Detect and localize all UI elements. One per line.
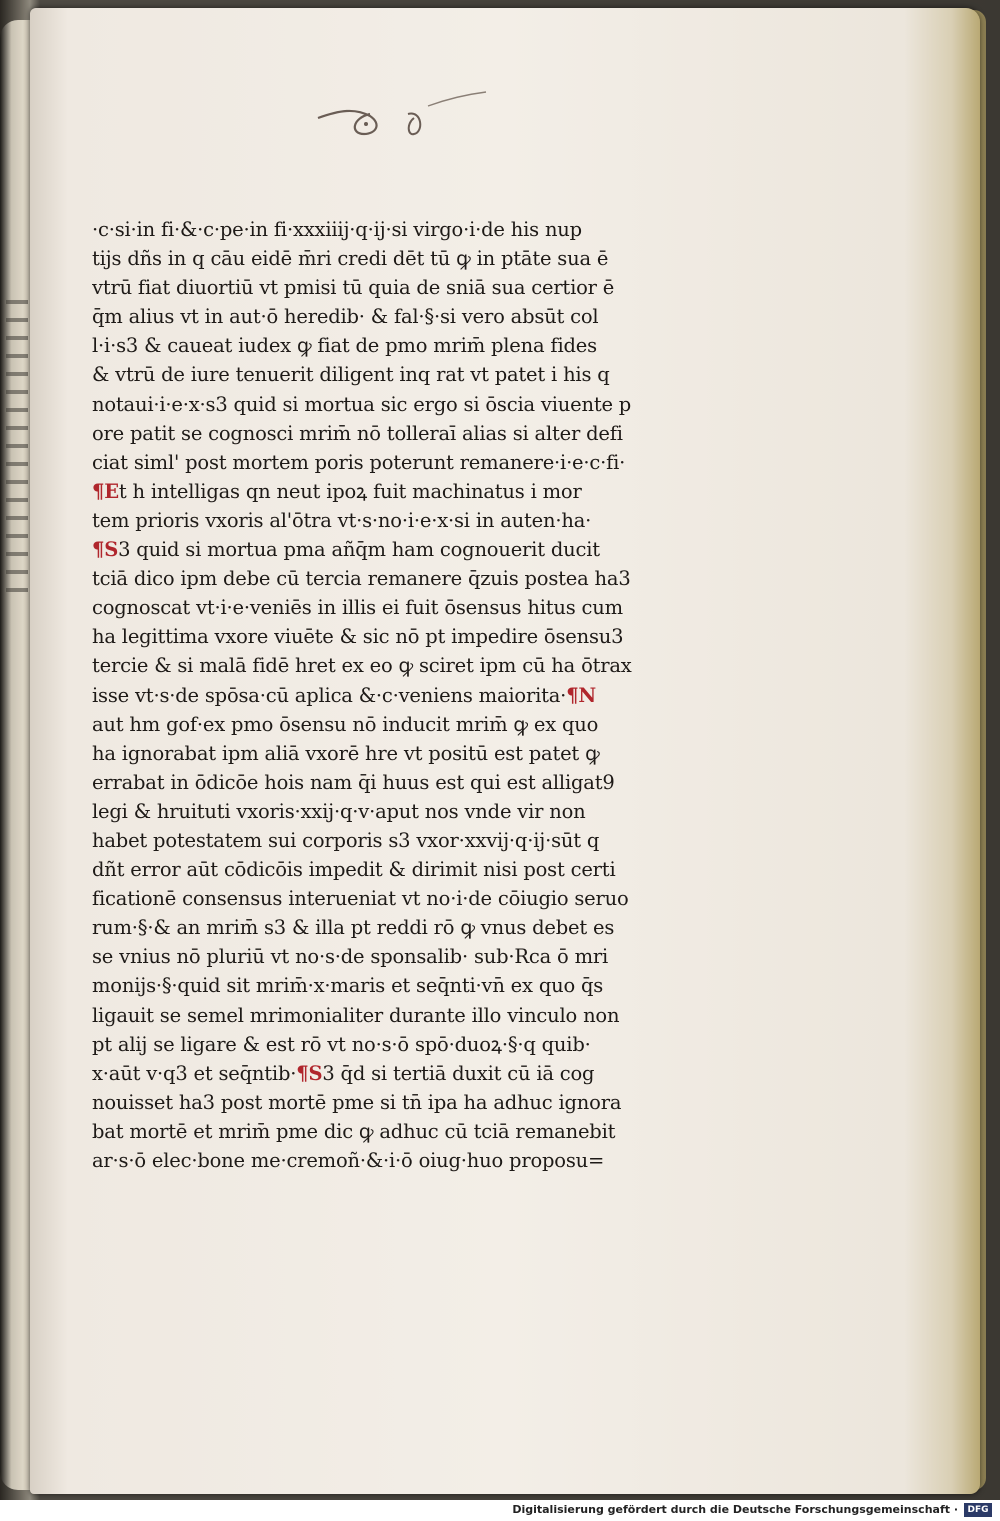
left-page-text-fragment bbox=[6, 300, 28, 600]
text-line bbox=[92, 331, 692, 360]
line-text: se vnius nō pluriū vt no·s·de sponsalib· sub·Rca ō mri bbox=[92, 945, 609, 969]
line-text: tercie & si malā fidē hret ex eo ꝙ sciret ipm cū ha ōtrax bbox=[92, 654, 632, 678]
footer-credit: Digitalisierung gefördert durch die Deutsche Forschungsgemeinschaft · bbox=[512, 1503, 958, 1516]
line-text: pt alij se ligare & est rō vt no·s·ō spō·duoꝝ·§·q quib· bbox=[92, 1032, 591, 1056]
text-line bbox=[92, 564, 692, 593]
text-line bbox=[92, 215, 692, 244]
text-line bbox=[92, 651, 692, 680]
line-text: tciā dico ipm debe cū tercia remanere q̄zuis postea ha3 bbox=[92, 567, 631, 591]
digitization-footer bbox=[0, 1500, 1000, 1521]
line-text: vtrū fiat diuortiū vt pmisi tū quia de sniā sua certior ē bbox=[92, 276, 615, 300]
text-line bbox=[92, 710, 692, 739]
line-text: ciat siml' post mortem poris poterunt remanere·i·e·c·fi· bbox=[92, 450, 626, 474]
line-text: 3 quid si mortua pma añq̄m ham cognouerit ducit bbox=[118, 538, 600, 562]
line-text: isse vt·s·de spōsa·cū aplica &·c·veniens maiorita· bbox=[92, 683, 567, 707]
line-text: habet potestatem sui corporis s3 vxor·xxvij·q·ij·sūt q bbox=[92, 828, 600, 852]
text-line bbox=[92, 360, 692, 389]
text-line bbox=[92, 739, 692, 768]
line-text: ore patit se cognosci mrim̄ nō tolleraī alias si alter defi bbox=[92, 421, 623, 445]
rubric-paraph: ¶E bbox=[92, 479, 119, 503]
line-text: ·c·si·in fi·&·c·pe·in fi·xxxiiij·q·ij·si virgo·i·de his nup bbox=[92, 218, 582, 241]
rubric-paraph: ¶S bbox=[296, 1061, 323, 1085]
line-text: tijs dñs in q cāu eidē m̄ri credi dēt tū ꝙ in ptāte sua ē bbox=[92, 247, 609, 271]
text-line bbox=[92, 477, 692, 506]
text-line bbox=[92, 419, 692, 448]
rubric-paraph: ¶N bbox=[566, 683, 597, 707]
line-text: & vtrū de iure tenuerit diligent inq rat vt patet i his q bbox=[92, 363, 610, 387]
text-line bbox=[92, 768, 692, 797]
line-text: 3 q̄d si tertiā duxit cū iā cog bbox=[322, 1061, 595, 1085]
rubric-paraph: ¶S bbox=[92, 538, 119, 562]
text-line bbox=[92, 273, 692, 302]
line-text: tem prioris vxoris al'ōtra vt·s·no·i·e·x·si in auten·ha· bbox=[92, 508, 592, 532]
text-line bbox=[92, 1059, 692, 1088]
line-text: legi & hruituti vxoris·xxij·q·v·aput nos vnde vir non bbox=[92, 799, 586, 823]
folio-pen-mark bbox=[310, 88, 490, 148]
line-text: x·aūt v·q3 et seq̄ntib· bbox=[92, 1061, 297, 1085]
text-line bbox=[92, 1030, 692, 1059]
line-text: t h intelligas qn neut ipoꝝ fuit machinatus i mor bbox=[118, 479, 582, 503]
text-line bbox=[92, 1146, 692, 1175]
line-text: ficationē consensus interueniat vt no·i·de cōiugio seruo bbox=[92, 887, 629, 911]
line-text: ha ignorabat ipm aliā vxorē hre vt positū est patet ꝙ bbox=[92, 741, 600, 765]
text-line bbox=[92, 593, 692, 622]
text-line bbox=[92, 942, 692, 971]
line-text: l·i·s3 & caueat iudex ꝙ fiat de pmo mrim̄ plena fides bbox=[92, 334, 597, 358]
text-line bbox=[92, 390, 692, 419]
line-text: monijs·§·quid sit mrim̄·x·maris et seq̄nti·vn̄ ex quo q̄s bbox=[92, 974, 604, 998]
line-text: errabat in ōdicōe hois nam q̄i huus est qui est alligat9 bbox=[92, 770, 615, 794]
text-line bbox=[92, 971, 692, 1000]
text-line bbox=[92, 1001, 692, 1030]
text-line bbox=[92, 797, 692, 826]
line-text: rum·§·& an mrim̄ s3 & illa pt reddi rō ꝙ vnus debet es bbox=[92, 916, 615, 940]
text-line bbox=[92, 302, 692, 331]
text-line bbox=[92, 913, 692, 942]
line-text: aut hm gof·ex pmo ōsensu nō inducit mrim̄ ꝙ ex quo bbox=[92, 712, 599, 736]
line-text: bat mortē et mrim̄ pme dic ꝙ adhuc cū tciā remanebit bbox=[92, 1119, 616, 1143]
text-block bbox=[92, 215, 692, 1175]
dfg-logo: DFG bbox=[964, 1503, 992, 1517]
line-text: q̄m alius vt in aut·ō heredib· & fal·§·si vero absūt col bbox=[92, 305, 599, 329]
text-line bbox=[92, 1088, 692, 1117]
line-text: ligauit se semel mrimonialiter durante illo vinculo non bbox=[92, 1003, 620, 1027]
text-line bbox=[92, 1117, 692, 1146]
text-line bbox=[92, 244, 692, 273]
text-line bbox=[92, 535, 692, 564]
line-text: ar·s·ō elec·bone me·cremoñ·&·i·ō oiug·huo proposu= bbox=[92, 1149, 605, 1172]
line-text: nouisset ha3 post mortē pme si tn̄ ipa ha adhuc ignora bbox=[92, 1090, 622, 1114]
line-text: cognoscat vt·i·e·veniēs in illis ei fuit ōsensus hitus cum bbox=[92, 596, 623, 620]
line-text: dñt error aūt cōdicōis impedit & dirimit nisi post certi bbox=[92, 858, 616, 882]
line-text: notaui·i·e·x·s3 quid si mortua sic ergo si ōscia viuente p bbox=[92, 392, 632, 416]
text-line bbox=[92, 448, 692, 477]
text-line bbox=[92, 622, 692, 651]
text-line bbox=[92, 826, 692, 855]
text-line bbox=[92, 884, 692, 913]
line-text: ha legittima vxore viuēte & sic nō pt impedire ōsensu3 bbox=[92, 625, 624, 649]
text-line bbox=[92, 681, 692, 710]
text-line bbox=[92, 506, 692, 535]
text-line bbox=[92, 855, 692, 884]
